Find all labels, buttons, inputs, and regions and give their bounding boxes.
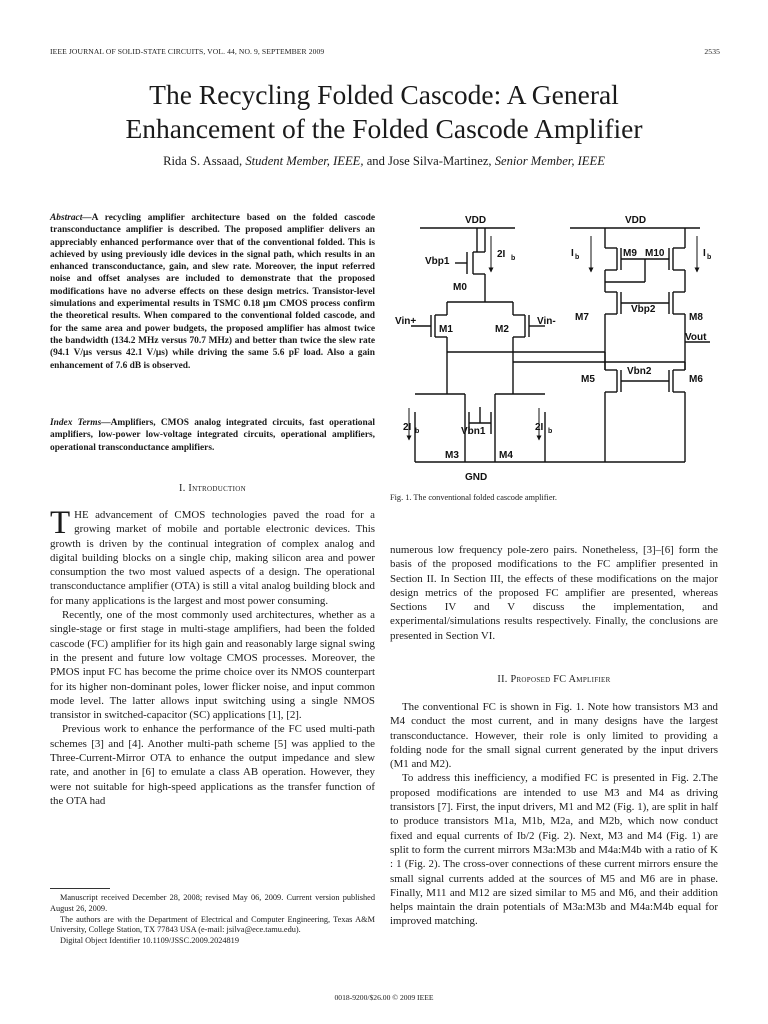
label-subscript-3: b <box>548 428 553 435</box>
section-1-title: Introduction <box>188 483 246 494</box>
label-ib-right: I <box>703 248 706 259</box>
section-heading-2 <box>390 674 718 685</box>
label-m1: M1 <box>439 324 453 335</box>
label-vbn2: Vbn2 <box>627 366 652 377</box>
label-2ib-left: 2I <box>403 422 412 433</box>
section-heading-1 <box>50 483 375 494</box>
label-vbp1: Vbp1 <box>425 256 450 267</box>
label-m6: M6 <box>689 374 703 385</box>
drop-cap: T <box>50 505 71 541</box>
label-2ib-right: 2I <box>535 422 544 433</box>
label-subscript-2: b <box>415 428 420 435</box>
index-terms-lead: Index Terms— <box>50 418 111 428</box>
abstract-text: A recycling amplifier architecture based on the folded cascode transconductance amplifier is described. The proposed amplifier delivers an appreciably enhanced performance over that of the conventional folded. This is achieved by using previously idle devices in the signal path, which results in an enhanced transconductance, gain, and slew rate. Moreover, the input referred noise and offset analyses are included to demonstrate that the proposed modifications have no adverse effects on these design metrics. Transistor-level simulations and experimental results in TSMC 0.18 μm CMOS process confirm the theoretical results. When compared to the conventional folded cascode, and for the same area and power budgets, the proposed amplifier has almost twice the bandwidth (134.2 MHz versus 70.7 MHz) and better than twice the slew rate (94.1 V/μs versus 42.1 V/μs) while driving the same 5.6 pF load. Also a gain enhancement of 7.6 dB is observed. <box>50 213 375 371</box>
label-vbp2: Vbp2 <box>631 304 656 315</box>
author-2-role: Senior Member, IEEE <box>494 154 605 168</box>
intro-paragraph-3: Previous work to enhance the performance of the FC used multi-path schemes [3] and [4]. Another multi-path scheme [5] was applied to the Three-Current-Mirror OTA to enhance the output impedance and slew rate, and another in [6] to emulate a class AB operation. However, they were not suitable for high-speed applications as the transfer function of the OTA had <box>50 723 375 807</box>
footnote-rule <box>50 888 110 889</box>
intro-paragraph-1 <box>50 505 375 608</box>
figure-caption: Fig. 1. The conventional folded cascode amplifier. <box>390 493 557 502</box>
label-2ib-top: 2I <box>497 249 506 260</box>
section-2-paragraph-1: The conventional FC is shown in Fig. 1. Note how transistors M3 and M4 conduct the most current, and in many designs have the largest transconductance. However, their role is only limited to providing a folding node for the small signal current generated by the input drivers (M1 and M2). <box>390 701 718 771</box>
section-2-text <box>390 700 718 929</box>
label-m2: M2 <box>495 324 509 335</box>
label-m7: M7 <box>575 312 589 323</box>
label-subscript-4: b <box>575 254 580 261</box>
journal-name: IEEE JOURNAL OF SOLID-STATE CIRCUITS, VOL. 44, NO. 9, SEPTEMBER 2009 <box>50 47 325 56</box>
author-2: Jose Silva-Martinez, <box>388 154 492 168</box>
running-head <box>50 47 720 56</box>
label-subscript-5: b <box>707 254 712 261</box>
label-m10: M10 <box>645 248 665 259</box>
paper-title <box>40 78 728 146</box>
label-vdd-left: VDD <box>465 215 487 226</box>
label-m8: M8 <box>689 312 703 323</box>
footnote-affiliation: The authors are with the Department of Electrical and Computer Engineering, Texas A&M University, College Station, TX 77843 USA (e-mail: jsilva@ece.tamu.edu). <box>50 914 375 935</box>
footnote-doi: Digital Object Identifier 10.1109/JSSC.2009.2024819 <box>60 936 239 946</box>
label-vbn1: Vbn1 <box>461 426 486 437</box>
copyright-line: 0018-9200/$26.00 © 2009 IEEE <box>334 993 434 1002</box>
label-m3: M3 <box>445 450 459 461</box>
label-vin-plus: Vin+ <box>395 316 417 327</box>
intro-paragraph-2: Recently, one of the most commonly used architectures, whether as a single-stage or first stage in multi-stage amplifiers, had been the folded cascode (FC) amplifier for its high gain and reasonably large signal swing in the present and future low voltage CMOS processes. Moreover, the PMOS input FC has become the prime choice over its NMOS counterpart for its higher non-dominant poles, lower flicker noise, and input common mode level. The latter allows input switching using a single NMOS transistor in switched-capacitor (SC) applications [1], [2]. <box>50 609 375 722</box>
author-1-role: Student Member, IEEE, <box>245 154 364 168</box>
label-m4: M4 <box>499 450 513 461</box>
intro-text <box>50 505 375 808</box>
section-1-number: I. <box>179 483 186 494</box>
title-line-1: The Recycling Folded Cascode: A General <box>149 79 619 110</box>
title-line-2: Enhancement of the Folded Cascode Amplifier <box>125 113 643 144</box>
section-2-paragraph-2: To address this inefficiency, a modified FC is presented in Fig. 2.The proposed modifications are intended to use M3 and M4 as driving transistors [7]. First, the input drivers, M1 and M2 (Fig. 1), are split in half to produce transistors M1a, M1b, M2a, and M2b, which now conduct fixed and equal currents of Ib/2 (Fig. 2). Next, M3 and M4 (Fig. 1) are split to form the current mirrors M3a:M3b and M4a:M4b with a ratio of K : 1 (Fig. 2). The cross-over connections of these current mirrors ensure the small signal currents added at the sources of M5 and M6 are in phase. Finally, M11 and M12 are sized similar to M5 and M6, and their addition helps maintain the drain potentials of M3a:M3b and M4a:M4b equal for improved matching. <box>390 772 718 928</box>
footnote-manuscript: Manuscript received December 28, 2008; revised May 06, 2009. Current version published August 26, 2009. <box>50 893 375 913</box>
label-m0: M0 <box>453 282 467 293</box>
index-terms-text: Amplifiers, CMOS analog integrated circuits, fast operational amplifiers, low-power low-voltage integrated circuits, operational amplifiers, operational transconductance amplifiers. <box>50 418 376 453</box>
intro-p1-text: HE advancement of CMOS technologies paved the road for a growing market of mobile and portable electronic devices. This growth is driven by the continual integration of complex analog and digital building blocks on a single chip, making silicon area and power consumption the two most valued aspects of a design. The operational transconductance amplifier (OTA) is still a vital analog building block and for many applications is the largest and most power consuming. <box>50 509 375 607</box>
author-line <box>40 154 728 169</box>
label-vout: Vout <box>685 332 707 343</box>
label-m9: M9 <box>623 248 637 259</box>
index-terms <box>50 417 375 454</box>
section-2-title: Proposed FC Amplifier <box>510 674 611 685</box>
label-ib-left: I <box>571 248 574 259</box>
abstract-lead: Abstract— <box>50 213 92 223</box>
author-and: and <box>366 154 385 168</box>
right-column-intro-continued <box>390 543 718 643</box>
section-2-number: II. <box>497 674 508 685</box>
label-gnd: GND <box>465 472 488 483</box>
label-m5: M5 <box>581 374 595 385</box>
label-vin-minus: Vin- <box>537 316 556 327</box>
footnote <box>50 893 375 947</box>
label-subscript-1: b <box>511 255 516 262</box>
right-paragraph-0: numerous low frequency pole-zero pairs. Nonetheless, [3]–[6] form the basis of the proposed modifications to the FC amplifier presented in Section II. In Section III, the effects of these modifications on the major design metrics of the proposed FC amplifier are presented, whereas Sections IV and V discuss the implementation, and experimental/simulations results respectively. Finally, the conclusions are presented in Section VI. <box>390 544 718 642</box>
figure-1-schematic <box>395 212 718 487</box>
author-1: Rida S. Assaad, <box>163 154 243 168</box>
label-vdd-right: VDD <box>625 215 647 226</box>
abstract <box>50 212 375 372</box>
page-number: 2535 <box>704 47 720 56</box>
